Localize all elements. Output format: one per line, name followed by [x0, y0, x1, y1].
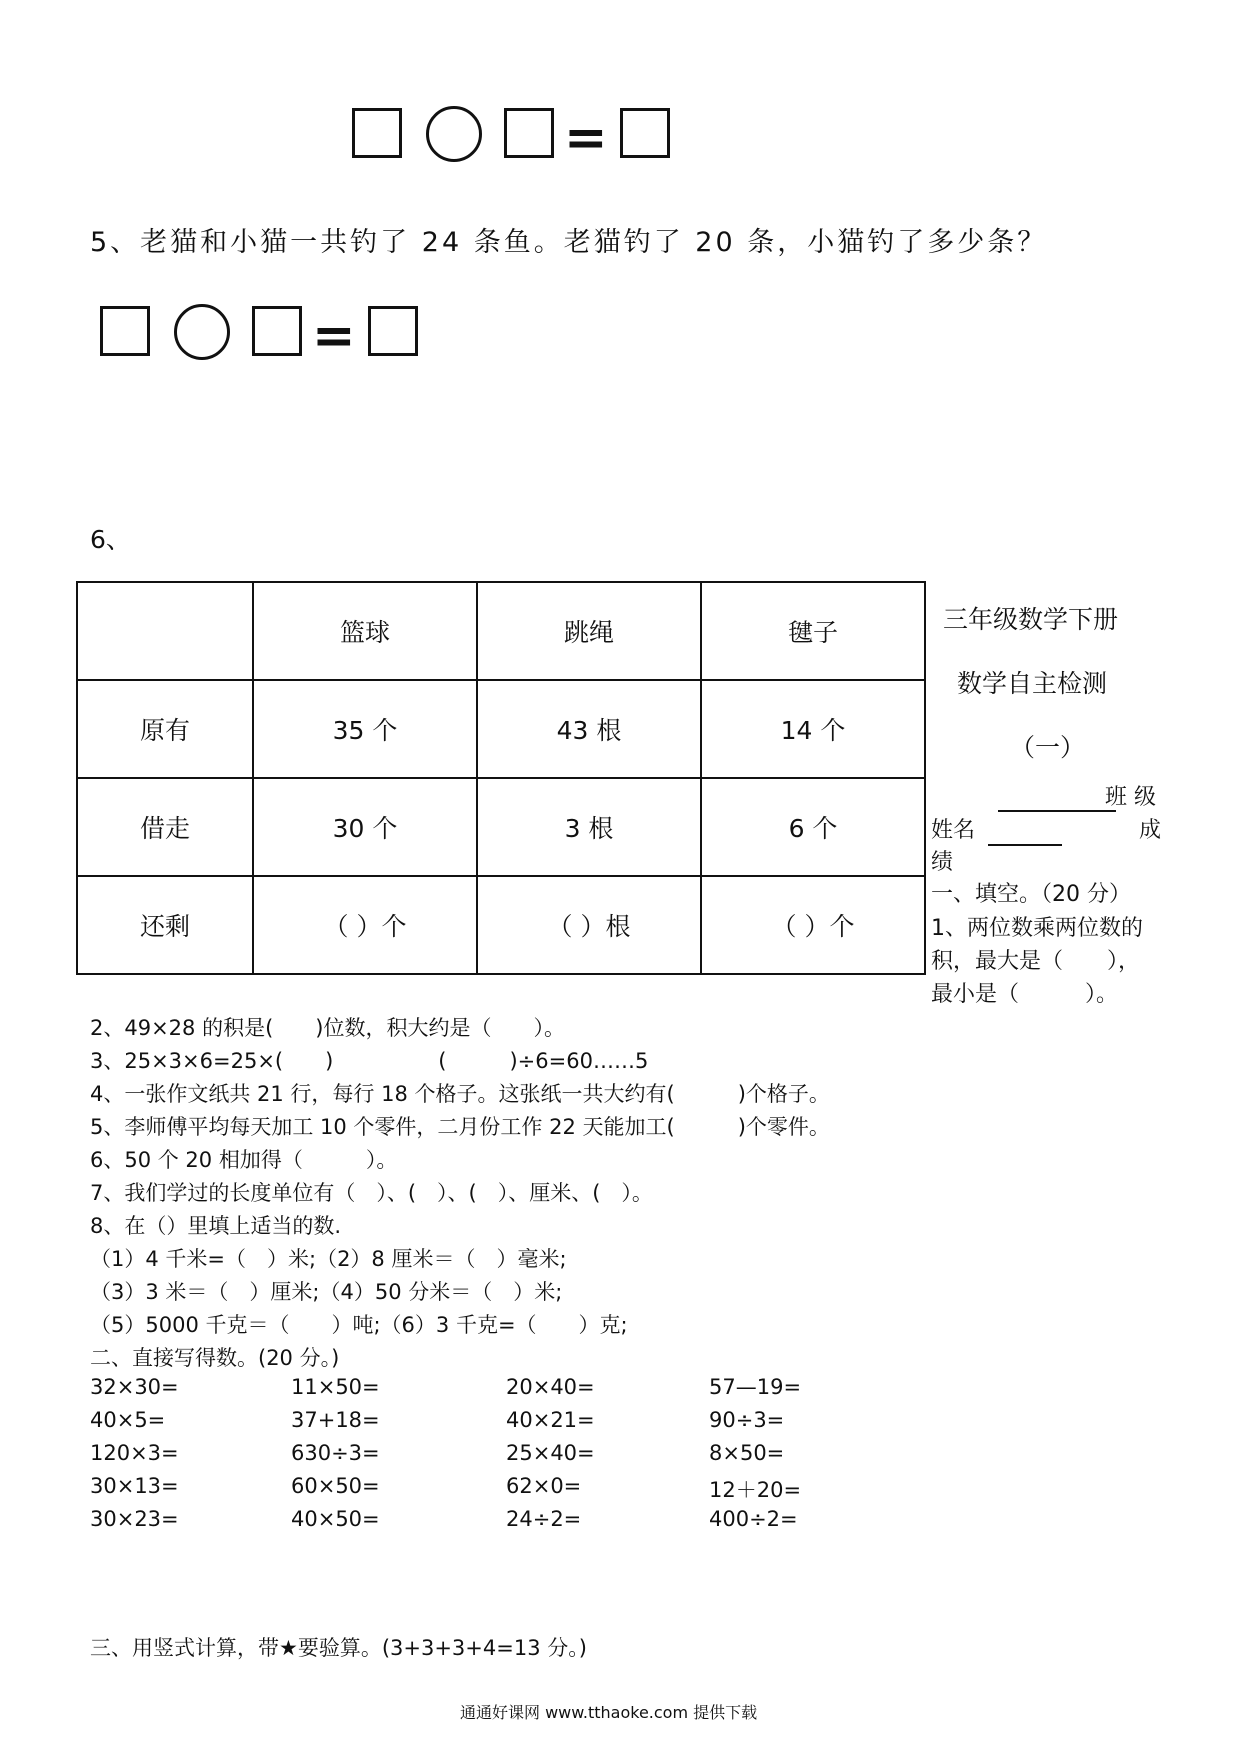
- fill-question: 4、一张作文纸共 21 行，每行 18 个格子。这张纸一共大约有( )个格子。: [90, 1082, 830, 1106]
- section-2-title: 二、直接写得数。(20 分。): [90, 1346, 340, 1370]
- answer-cell[interactable]: （ ）根: [477, 876, 701, 974]
- operator-circle[interactable]: [174, 304, 230, 360]
- table-cell: 原有: [77, 680, 253, 778]
- table-cell: 6 个: [701, 778, 925, 876]
- oral-calc-item: 120×3=: [90, 1441, 179, 1465]
- table-cell: [77, 582, 253, 680]
- section-1-title: 一、填空。（20 分）: [931, 882, 1131, 907]
- oral-calc-item: 8×50=: [709, 1441, 785, 1465]
- equals-sign: =: [564, 108, 608, 168]
- fill-question: 8、在（）里填上适当的数.: [90, 1214, 342, 1238]
- fill-question: 3、25×3×6=25×( ) ( )÷6=60……5: [90, 1049, 649, 1073]
- oral-calc-item: 400÷2=: [709, 1507, 798, 1531]
- oral-calc-item: 25×40=: [506, 1441, 595, 1465]
- table-cell: 还剩: [77, 876, 253, 974]
- table-cell: 借走: [77, 778, 253, 876]
- answer-box[interactable]: [100, 306, 150, 356]
- question-1-line3: 最小是（ ）。: [931, 982, 1119, 1007]
- table-cell: 30 个: [253, 778, 477, 876]
- table-cell: 毽子: [701, 582, 925, 680]
- name-label: 姓名: [931, 818, 976, 843]
- class-label: 班 级: [1105, 785, 1156, 810]
- oral-calc-item: 40×21=: [506, 1408, 595, 1432]
- oral-calc-item: 12＋20=: [709, 1478, 802, 1502]
- oral-calc-item: 11×50=: [291, 1375, 380, 1399]
- question-1-line1: 1、两位数乘两位数的: [931, 916, 1143, 941]
- fill-question: （3）3 米＝（ ）厘米;（4）50 分米＝（ ）米;: [90, 1280, 563, 1304]
- answer-cell[interactable]: （ ）个: [701, 876, 925, 974]
- oral-calc-item: 630÷3=: [291, 1441, 380, 1465]
- oral-calc-item: 90÷3=: [709, 1408, 785, 1432]
- operator-circle[interactable]: [426, 106, 482, 162]
- sport-equipment-table: [76, 581, 926, 975]
- oral-calc-item: 24÷2=: [506, 1507, 582, 1531]
- exam-title-line2: 数学自主检测: [957, 669, 1108, 698]
- section-3-title: 三、用竖式计算，带★要验算。(3+3+3+4=13 分。): [90, 1636, 587, 1660]
- top-equation: [352, 108, 682, 168]
- table-row: [77, 876, 925, 974]
- answer-box[interactable]: [504, 108, 554, 158]
- exam-title-line1: 三年级数学下册: [943, 605, 1119, 634]
- answer-box[interactable]: [252, 306, 302, 356]
- score-label-b: 绩: [931, 850, 954, 875]
- page-footer: 通通好课网 www.tthaoke.com 提供下载: [460, 1703, 758, 1722]
- table-cell: 35 个: [253, 680, 477, 778]
- oral-calc-item: 60×50=: [291, 1474, 380, 1498]
- fill-question: （1）4 千米=（ ）米;（2）8 厘米＝（ ）毫米;: [90, 1247, 567, 1271]
- table-cell: 跳绳: [477, 582, 701, 680]
- fill-question: 6、50 个 20 相加得（ ）。: [90, 1148, 398, 1172]
- score-blank[interactable]: [988, 844, 1062, 846]
- score-label-a: 成: [1139, 818, 1162, 843]
- oral-calc-item: 40×5=: [90, 1408, 166, 1432]
- table-cell: 14 个: [701, 680, 925, 778]
- fill-question: 5、李师傅平均每天加工 10 个零件，二月份工作 22 天能加工( )个零件。: [90, 1115, 830, 1139]
- question-6-label: 6、: [90, 525, 131, 554]
- fill-question: 2、49×28 的积是( )位数，积大约是（ ）。: [90, 1016, 565, 1040]
- table-row: [77, 778, 925, 876]
- oral-calc-item: 20×40=: [506, 1375, 595, 1399]
- answer-cell[interactable]: （ ）个: [253, 876, 477, 974]
- question-5-equation: [100, 306, 430, 366]
- answer-box[interactable]: [620, 108, 670, 158]
- fill-question: （5）5000 千克＝（ ）吨;（6）3 千克=（ ）克;: [90, 1313, 628, 1337]
- table-row: [77, 680, 925, 778]
- answer-box[interactable]: [368, 306, 418, 356]
- table-cell: 篮球: [253, 582, 477, 680]
- table-cell: 3 根: [477, 778, 701, 876]
- exam-title-line3: （一）: [1010, 733, 1086, 762]
- question-5-text: 5、老猫和小猫一共钓了 24 条鱼。老猫钓了 20 条，小猫钓了多少条？: [90, 227, 1048, 258]
- oral-calc-item: 37+18=: [291, 1408, 380, 1432]
- question-1-line2: 积，最大是（ ），: [931, 949, 1141, 974]
- table-cell: 43 根: [477, 680, 701, 778]
- oral-calc-item: 62×0=: [506, 1474, 582, 1498]
- equals-sign: =: [312, 306, 356, 366]
- name-blank[interactable]: [998, 810, 1116, 812]
- fill-question: 7、我们学过的长度单位有（ ）、( ）、( ）、厘米、( ）。: [90, 1181, 653, 1205]
- oral-calc-item: 32×30=: [90, 1375, 179, 1399]
- oral-calc-item: 57—19=: [709, 1375, 802, 1399]
- oral-calc-item: 40×50=: [291, 1507, 380, 1531]
- oral-calc-item: 30×23=: [90, 1507, 179, 1531]
- oral-calc-item: 30×13=: [90, 1474, 179, 1498]
- table-header-row: [77, 582, 925, 680]
- answer-box[interactable]: [352, 108, 402, 158]
